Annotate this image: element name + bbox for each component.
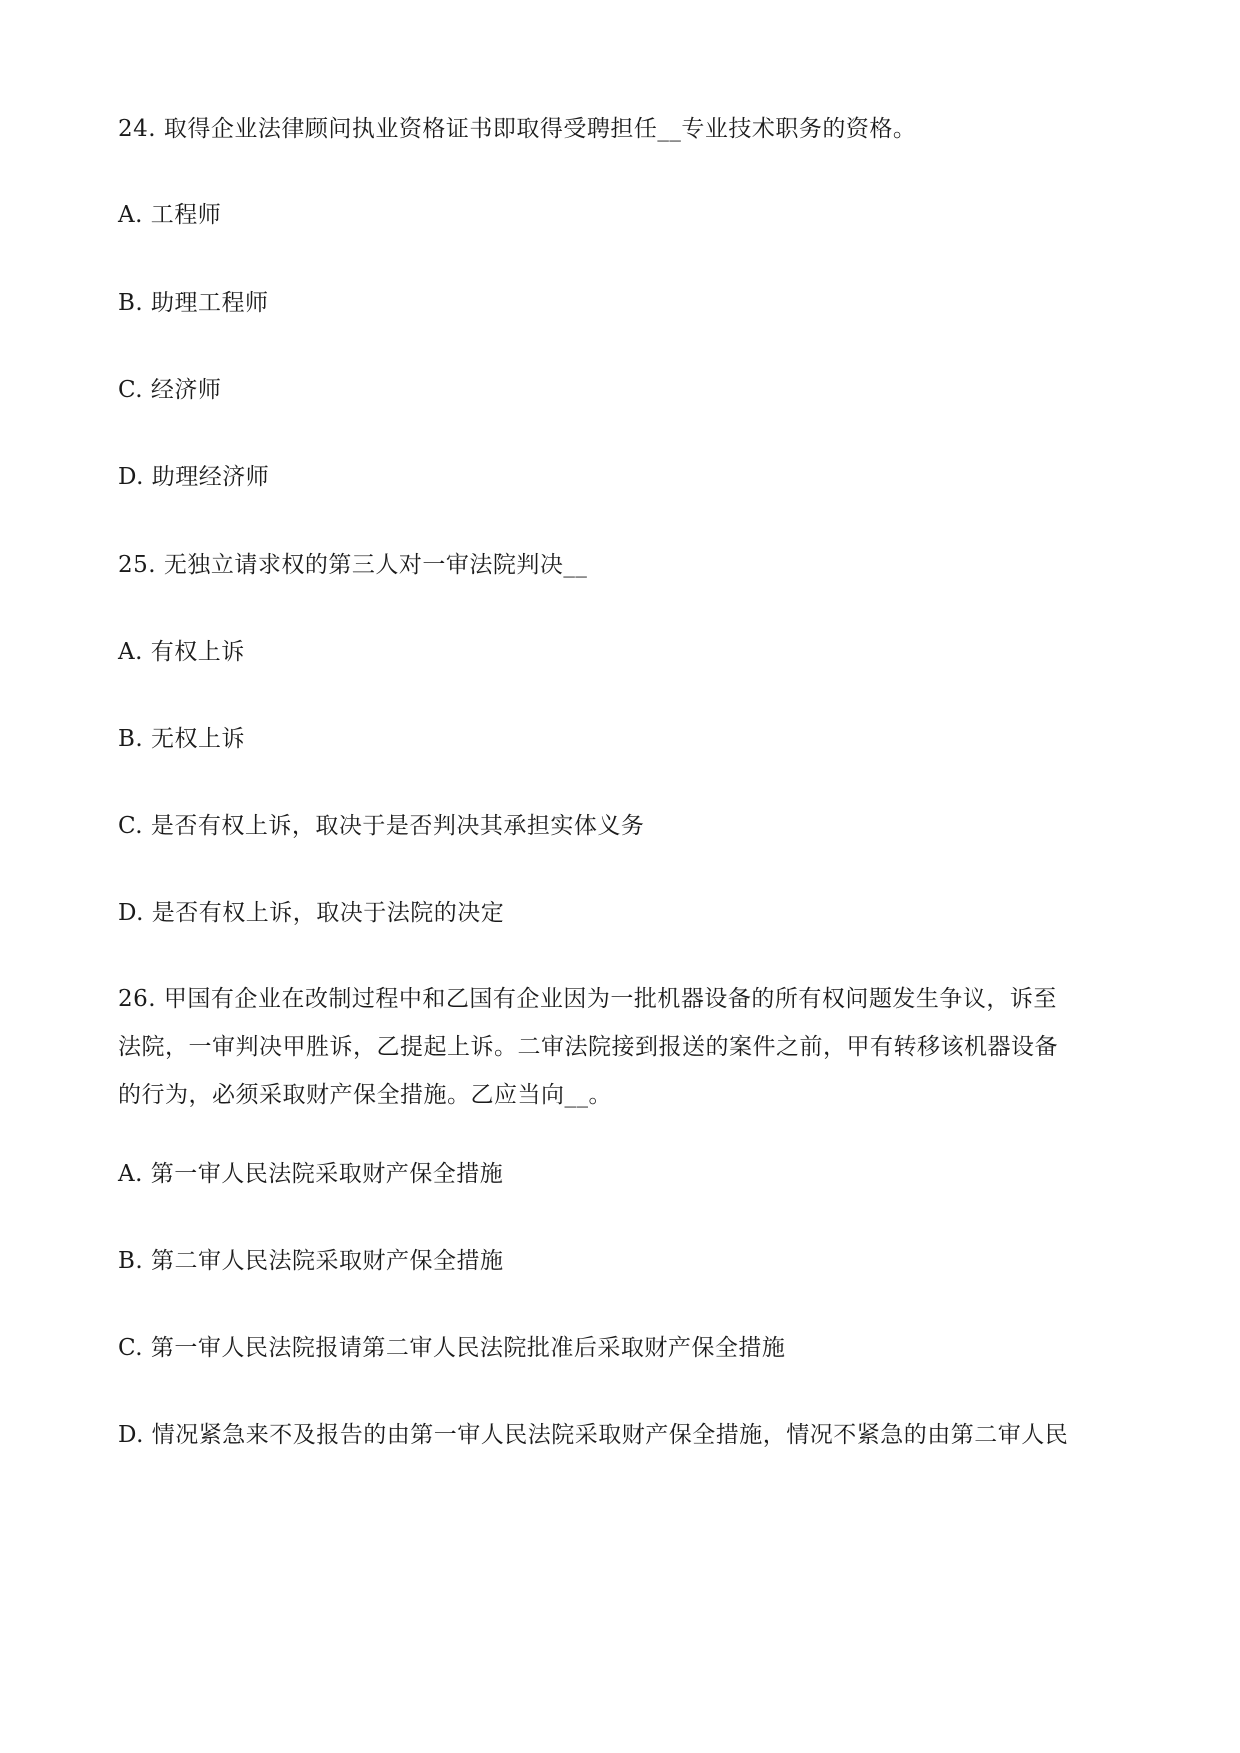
question-26-option-d: D. 情况紧急来不及报告的由第一审人民法院采取财产保全措施，情况不紧急的由第二审人民 bbox=[118, 1422, 1069, 1448]
question-25-option-a: A. 有权上诉 bbox=[118, 639, 245, 665]
question-26-stem bbox=[118, 975, 1128, 1119]
question-26-stem-line-1: 26. 甲国有企业在改制过程中和乙国有企业因为一批机器设备的所有权问题发生争议，诉至 bbox=[118, 986, 1057, 1012]
question-24-option-d: D. 助理经济师 bbox=[118, 464, 270, 490]
question-25-stem: 25. 无独立请求权的第三人对一审法院判决__ bbox=[118, 552, 588, 578]
question-24-option-a: A. 工程师 bbox=[118, 202, 222, 228]
question-26-option-a: A. 第一审人民法院采取财产保全措施 bbox=[118, 1161, 504, 1187]
question-24-option-b: B. 助理工程师 bbox=[118, 290, 269, 316]
question-26-option-b: B. 第二审人民法院采取财产保全措施 bbox=[118, 1248, 504, 1274]
question-26-option-c: C. 第一审人民法院报请第二审人民法院批准后采取财产保全措施 bbox=[118, 1335, 786, 1361]
question-24-stem: 24. 取得企业法律顾问执业资格证书即取得受聘担任__专业技术职务的资格。 bbox=[118, 116, 917, 142]
question-25-option-b: B. 无权上诉 bbox=[118, 726, 246, 752]
question-26-stem-line-3: 的行为，必须采取财产保全措施。乙应当向__。 bbox=[118, 1082, 612, 1108]
question-25-option-c: C. 是否有权上诉，取决于是否判决其承担实体义务 bbox=[118, 813, 645, 839]
question-26-stem-line-2: 法院，一审判决甲胜诉，乙提起上诉。二审法院接到报送的案件之前，甲有转移该机器设备 bbox=[118, 1034, 1058, 1060]
question-25-option-d: D. 是否有权上诉，取决于法院的决定 bbox=[118, 900, 505, 926]
question-24-option-c: C. 经济师 bbox=[118, 377, 222, 403]
